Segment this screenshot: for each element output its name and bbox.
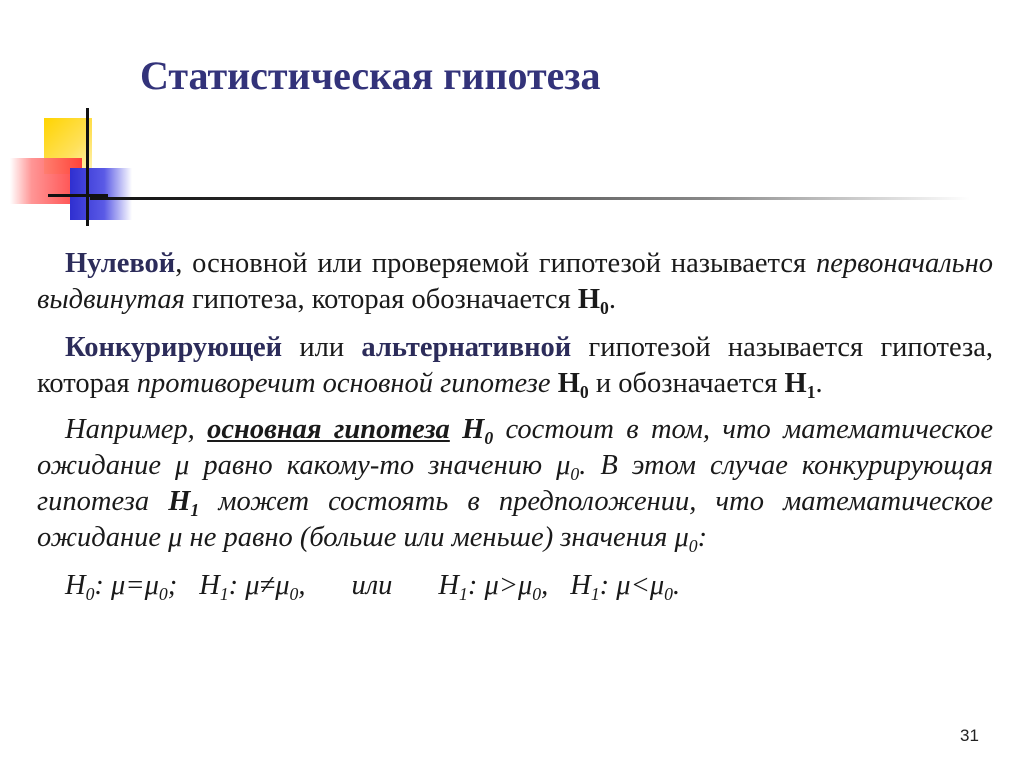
symbol-h: H — [65, 570, 86, 601]
formula-h1-ne — [199, 570, 306, 605]
emphasis: противоречит основной гипотезе — [136, 368, 551, 399]
text: . — [672, 570, 681, 601]
text — [450, 414, 462, 445]
text: гипотезой называется гипотеза, которая — [37, 332, 993, 399]
text: , основной или проверяемой гипотезой называется — [175, 248, 816, 279]
paragraph-alternative-hypothesis — [37, 330, 993, 402]
formula-or: или — [351, 570, 393, 601]
subscript: 0 — [570, 464, 580, 485]
subscript: 0 — [579, 382, 589, 403]
paragraph-example — [37, 412, 993, 556]
term-competing: Конкурирующей — [65, 332, 283, 363]
text: : μ=μ — [94, 570, 159, 601]
text: , — [541, 570, 549, 601]
text: : μ≠μ — [228, 570, 290, 601]
text: ; — [167, 570, 178, 601]
text: . В этом случае конкурирующая гипотеза — [37, 450, 993, 517]
subscript: 1 — [590, 584, 600, 605]
decorative-logo — [0, 0, 160, 240]
subscript: 0 — [600, 298, 609, 319]
formula-h1-lt — [570, 570, 681, 605]
subscript: 0 — [158, 584, 168, 605]
subscript: 0 — [85, 584, 95, 605]
subscript: 0 — [664, 584, 673, 605]
text: состоит в том, что математическое ожидание μ равно какому-то значению μ — [37, 414, 993, 481]
vertical-line-shape — [86, 108, 89, 226]
page-number: 31 — [960, 726, 979, 745]
text: гипотеза, которая обозначается — [184, 284, 578, 315]
formula-h1-gt — [438, 570, 549, 605]
text — [551, 368, 558, 399]
symbol-h: H — [462, 414, 485, 445]
term-alternative: альтернативной — [361, 332, 572, 363]
symbol-h: H — [577, 284, 600, 315]
symbol-h: H — [168, 486, 191, 517]
emphasis: первоначально выдвинутая — [37, 248, 993, 315]
text: или — [282, 332, 362, 363]
term-main-hypothesis: основная гипотеза — [207, 414, 450, 445]
text: , — [298, 570, 306, 601]
subscript: 1 — [219, 584, 229, 605]
text: может состоять в предположении, что математическое ожидание μ не равно (больше или меньше) значения μ — [37, 486, 993, 553]
symbol-h: H — [570, 570, 591, 601]
subscript: 0 — [289, 584, 299, 605]
slide-title: Статистическая гипотеза — [140, 53, 601, 98]
text: и обозначается — [588, 368, 785, 399]
title-divider — [90, 197, 970, 200]
symbol-h: H — [557, 368, 580, 399]
subscript: 0 — [688, 536, 698, 557]
text: . — [815, 368, 823, 399]
hypotheses-formula — [37, 568, 993, 604]
text: : μ<μ — [599, 570, 665, 601]
subscript: 1 — [459, 584, 468, 605]
formula-h0 — [65, 570, 178, 605]
text: : μ>μ — [467, 570, 533, 601]
slide-content — [37, 246, 993, 633]
paragraph-null-hypothesis — [37, 246, 993, 318]
term-null: Нулевой — [65, 248, 176, 279]
text: . — [608, 284, 616, 315]
subscript: 1 — [190, 500, 200, 521]
subscript: 0 — [484, 428, 494, 449]
symbol-h: H — [438, 570, 459, 601]
subscript: 1 — [806, 382, 816, 403]
symbol-h: H — [784, 368, 807, 399]
text: Например, — [65, 414, 208, 445]
symbol-h: H — [199, 570, 220, 601]
text: : — [697, 522, 708, 553]
subscript: 0 — [532, 584, 542, 605]
